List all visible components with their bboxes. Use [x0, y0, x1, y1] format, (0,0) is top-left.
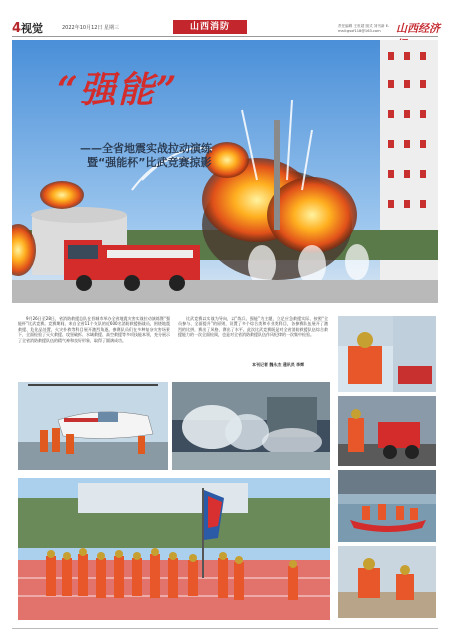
section-name: 视觉: [21, 22, 44, 35]
masthead: 山西消防: [173, 20, 247, 34]
page-number-section: [12, 20, 43, 36]
article-column-1: 9月26日至28日，省消防救援总队在晋城市举办全省地震灾害实战拉动演练暨“强能杯”比武竞赛。竞赛期间，来自全省11个支队的近600名消防救援指战员，围绕地震救援、危化品处置、火灾扑救等科目展开激烈角逐。参赛队员们在多种复杂灾害场景下，全面检验了灭火救援、攻坚破拆、水域救援、高空救援等多项技能本领，充分展示了全省消防救援队伍的精气神和良好形象，取得了圆满成功。: [18, 316, 170, 343]
hero-subtitle-2: 暨“强能杯”比武竞赛掠影: [87, 156, 212, 169]
robot-rescue-photo: [338, 396, 436, 466]
article-column-2: 比武竞赛以实战为导向，以“练兵、强能”为主题，立足应急救援实际，按照“全员参与、全面提升”的原则，设置了多个综合类和专业类科目，各参赛队伍展开了激烈的比拼，赛出了风格，赛出了水平。此次比武竞赛既是对全省消防救援队伍综合救援能力的一次全面检阅，也是对全省消防救援队伍作风纪律的一次集中检验。: [178, 316, 328, 338]
header-rule: [12, 36, 438, 37]
helicopter-rescue-photo: [18, 382, 168, 470]
issue-date: 2022年10月12日 星期三: [62, 25, 120, 31]
hero-subtitle-1: ——全省地震实战拉动演练: [80, 142, 212, 155]
footer-rule: [12, 628, 438, 629]
page-header: [0, 0, 450, 38]
debris-rescue-photo: [338, 546, 436, 618]
page-number: 4: [12, 21, 22, 36]
firefighters-march-photo: [18, 478, 330, 620]
byline: 本刊记者 魏永杰 通讯员 李辉: [252, 362, 305, 367]
paper-logo: 山西经济: [396, 22, 440, 35]
water-curtain-photo: [172, 382, 330, 470]
boat-rescue-photo: [338, 470, 436, 542]
firefighter-portrait-photo: [338, 316, 436, 392]
editor-info: 责任编辑 王世超 版式 刘书新 E-mail:gsxf118@163.com: [338, 24, 390, 33]
hero-photo: [12, 40, 438, 303]
hero-title: “强能”: [57, 69, 179, 111]
